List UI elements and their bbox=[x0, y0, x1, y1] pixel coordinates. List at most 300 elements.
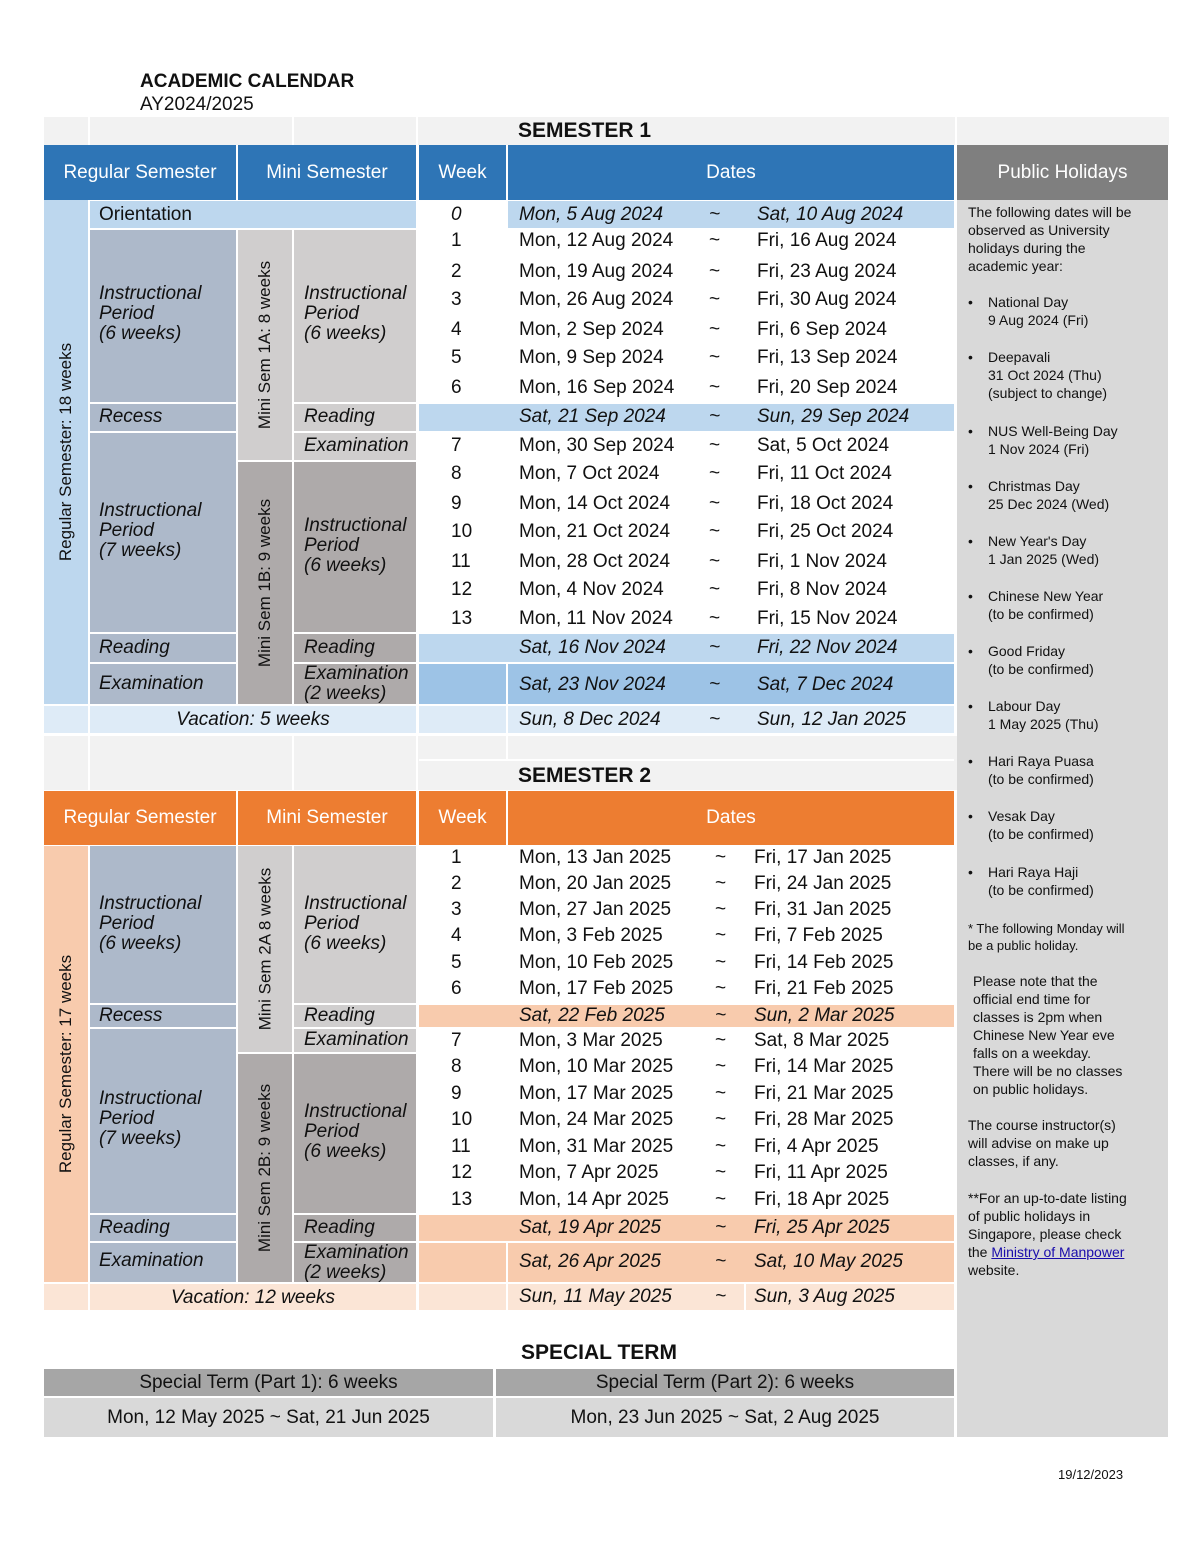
special-term-part1-label: Special Term (Part 1): 6 weeks bbox=[44, 1369, 493, 1396]
sem1-exam-label: Examination bbox=[99, 673, 204, 694]
sem2-title: SEMESTER 2 bbox=[518, 764, 652, 787]
start-date: Mon, 10 Feb 2025 bbox=[519, 952, 674, 973]
start-date: Mon, 7 Oct 2024 bbox=[519, 463, 660, 484]
week-number: 13 bbox=[451, 1189, 473, 1210]
start-date: Mon, 2 Sep 2024 bbox=[519, 319, 664, 340]
end-time-note-line2: official end time for bbox=[973, 991, 1091, 1007]
mom-note bbox=[968, 1189, 1158, 1279]
sem1-mini-b-ip-line1: Instructional bbox=[304, 515, 407, 536]
sem1-exam-cell bbox=[90, 664, 236, 704]
start-date: Mon, 11 Nov 2024 bbox=[519, 608, 673, 629]
sem1-mini-b-reading-label: Reading bbox=[304, 637, 375, 658]
start-date: Sat, 19 Apr 2025 bbox=[519, 1217, 661, 1238]
sem1-ip7-cell bbox=[90, 433, 236, 632]
start-date: Mon, 31 Mar 2025 bbox=[519, 1136, 674, 1157]
holiday-name: New Year's Day bbox=[988, 533, 1087, 549]
bullet-icon: • bbox=[968, 753, 973, 769]
holiday-date: 1 Jan 2025 (Wed) bbox=[988, 551, 1100, 567]
holiday-text bbox=[988, 642, 1094, 678]
holiday-name: Deepavali bbox=[988, 349, 1051, 365]
date-separator: ~ bbox=[709, 347, 721, 368]
week-number: 7 bbox=[451, 1030, 462, 1051]
end-date: Fri, 31 Jan 2025 bbox=[754, 899, 892, 920]
sem1-mini-a-reading-cell bbox=[294, 404, 416, 431]
instructor-note-line1: The course instructor(s) bbox=[968, 1117, 1116, 1133]
sem1-recess-cell bbox=[90, 404, 236, 431]
sem1-ip6-line2: Period bbox=[99, 303, 154, 324]
sem1-mini-a-ip-cell bbox=[294, 230, 416, 402]
sem1-mini-b-exam-line1: Examination bbox=[304, 663, 409, 684]
sem2-mini-a-ip-line2: Period bbox=[304, 913, 359, 934]
start-date: Sat, 22 Feb 2025 bbox=[519, 1005, 665, 1026]
start-date: Mon, 14 Apr 2025 bbox=[519, 1189, 669, 1210]
holiday-text bbox=[988, 863, 1094, 899]
holiday-name: Labour Day bbox=[988, 698, 1061, 714]
mom-note-website: website. bbox=[968, 1262, 1020, 1278]
date-separator: ~ bbox=[715, 1136, 727, 1157]
sem1-mini-b-ip-cell bbox=[294, 462, 416, 632]
week-number: 1 bbox=[451, 230, 462, 251]
date-separator: ~ bbox=[715, 925, 727, 946]
academic-year: AY2024/2025 bbox=[140, 94, 254, 115]
sem1-reading-cell bbox=[90, 634, 236, 662]
holidays-intro bbox=[968, 203, 1158, 275]
mom-note-the: the bbox=[968, 1244, 988, 1260]
sem1-mini-b-exam-line2: (2 weeks) bbox=[304, 683, 387, 704]
sem2-mini-b-exam-line1: Examination bbox=[304, 1242, 409, 1263]
date-separator: ~ bbox=[709, 319, 721, 340]
end-date: Fri, 25 Oct 2024 bbox=[757, 521, 894, 542]
sem2-recess-label: Recess bbox=[99, 1005, 163, 1026]
week-number: 3 bbox=[451, 899, 462, 920]
week-number: 8 bbox=[451, 463, 462, 484]
date-separator: ~ bbox=[709, 637, 721, 658]
sem2-reading-label: Reading bbox=[99, 1217, 170, 1238]
start-date: Mon, 27 Jan 2025 bbox=[519, 899, 672, 920]
holiday-name: Hari Raya Haji bbox=[988, 864, 1079, 880]
special-term-part1-dates: Mon, 12 May 2025 ~ Sat, 21 Jun 2025 bbox=[44, 1398, 493, 1437]
start-date: Sat, 21 Sep 2024 bbox=[519, 406, 666, 427]
sem2-mini-b-exam-line2: (2 weeks) bbox=[304, 1262, 387, 1283]
date-separator: ~ bbox=[715, 1083, 727, 1104]
sem1-ip6-cell bbox=[90, 230, 236, 402]
date-separator: ~ bbox=[709, 608, 721, 629]
sem2-header-mini: Mini Semester bbox=[238, 791, 416, 845]
week-number: 10 bbox=[451, 1109, 473, 1130]
holiday-extra: (subject to change) bbox=[988, 385, 1108, 401]
sem2-top-gap1 bbox=[88, 736, 90, 790]
date-separator: ~ bbox=[709, 261, 721, 282]
sem2-mini-a-reading-cell bbox=[294, 1005, 416, 1027]
holiday-date: (to be confirmed) bbox=[988, 882, 1094, 898]
sem2-mini-a-label-cell bbox=[238, 846, 292, 1052]
holiday-text bbox=[988, 697, 1099, 733]
sem1-orientation-label: Orientation bbox=[99, 204, 192, 225]
date-separator: ~ bbox=[715, 1109, 727, 1130]
start-date: Mon, 17 Feb 2025 bbox=[519, 978, 674, 999]
week-number: 9 bbox=[451, 1083, 462, 1104]
end-date: Fri, 23 Aug 2024 bbox=[757, 261, 897, 282]
sem1-top-gap3 bbox=[416, 117, 418, 145]
week-number: 0 bbox=[451, 204, 462, 225]
sem1-title: SEMESTER 1 bbox=[518, 119, 652, 142]
sem1-mini-b-label-cell bbox=[238, 462, 292, 704]
sem2-top-hline bbox=[419, 759, 954, 761]
holiday-date: 9 Aug 2024 (Fri) bbox=[988, 312, 1089, 328]
start-date: Mon, 30 Sep 2024 bbox=[519, 435, 675, 456]
sem2-ip7-line2: Period bbox=[99, 1108, 154, 1129]
start-date: Mon, 4 Nov 2024 bbox=[519, 579, 664, 600]
special-term-part2-label: Special Term (Part 2): 6 weeks bbox=[496, 1369, 954, 1396]
bullet-icon: • bbox=[968, 349, 973, 365]
holiday-date: 1 May 2025 (Thu) bbox=[988, 716, 1099, 732]
sem2-mini-b-ip-cell bbox=[294, 1054, 416, 1213]
date-separator: ~ bbox=[709, 463, 721, 484]
sem2-mini-a-ip-line1: Instructional bbox=[304, 893, 407, 914]
week-number: 1 bbox=[451, 847, 462, 868]
end-date: Fri, 20 Sep 2024 bbox=[757, 377, 898, 398]
instructor-note bbox=[968, 1116, 1158, 1170]
date-separator: ~ bbox=[715, 847, 727, 868]
sem2-ip7-line3: (7 weeks) bbox=[99, 1128, 182, 1149]
holidays-intro-line2: observed as University bbox=[968, 222, 1110, 238]
holiday-date: 25 Dec 2024 (Wed) bbox=[988, 496, 1110, 512]
end-date: Sat, 10 May 2025 bbox=[754, 1251, 903, 1272]
end-date: Sat, 8 Mar 2025 bbox=[754, 1030, 890, 1051]
date-separator: ~ bbox=[715, 1162, 727, 1183]
end-time-note-line4: Chinese New Year eve bbox=[973, 1027, 1115, 1043]
week-number: 6 bbox=[451, 978, 462, 999]
holiday-name: Christmas Day bbox=[988, 478, 1080, 494]
end-date: Fri, 15 Nov 2024 bbox=[757, 608, 898, 629]
date-separator: ~ bbox=[715, 1251, 727, 1272]
end-date: Fri, 1 Nov 2024 bbox=[757, 551, 887, 572]
start-date: Sat, 16 Nov 2024 bbox=[519, 637, 666, 658]
sem2-vacation-label: Vacation: 12 weeks bbox=[170, 1287, 336, 1308]
start-date: Mon, 21 Oct 2024 bbox=[519, 521, 671, 542]
end-date: Fri, 4 Apr 2025 bbox=[754, 1136, 879, 1157]
bullet-icon: • bbox=[968, 643, 973, 659]
date-separator: ~ bbox=[715, 873, 727, 894]
monday-note bbox=[968, 920, 1158, 954]
bullet-icon: • bbox=[968, 808, 973, 824]
start-date: Sat, 23 Nov 2024 bbox=[519, 674, 666, 695]
end-date: Fri, 14 Feb 2025 bbox=[754, 952, 894, 973]
holiday-name: Vesak Day bbox=[988, 808, 1055, 824]
start-date: Mon, 16 Sep 2024 bbox=[519, 377, 675, 398]
bullet-icon: • bbox=[968, 588, 973, 604]
document-title: ACADEMIC CALENDAR bbox=[140, 71, 355, 92]
sem2-exam-band-divider bbox=[506, 1243, 508, 1282]
week-number: 4 bbox=[451, 925, 462, 946]
end-date: Sat, 10 Aug 2024 bbox=[757, 204, 904, 225]
end-date: Fri, 18 Oct 2024 bbox=[757, 493, 894, 514]
start-date: Mon, 26 Aug 2024 bbox=[519, 289, 674, 310]
holiday-date: (to be confirmed) bbox=[988, 606, 1094, 622]
sem2-ip6-line1: Instructional bbox=[99, 893, 202, 914]
header-public-holidays: Public Holidays bbox=[957, 145, 1168, 200]
end-date: Fri, 17 Jan 2025 bbox=[754, 847, 892, 868]
end-date: Fri, 24 Jan 2025 bbox=[754, 873, 892, 894]
sem2-top-band bbox=[44, 736, 957, 790]
sem1-vacation-band-divider1 bbox=[506, 706, 508, 733]
holidays-intro-line3: holidays during the bbox=[968, 240, 1086, 256]
sem1-ip7-line1: Instructional bbox=[99, 500, 202, 521]
holiday-text bbox=[988, 752, 1094, 788]
sem2-mini-a-ip-cell bbox=[294, 846, 416, 1003]
end-date: Sun, 12 Jan 2025 bbox=[757, 709, 906, 730]
end-date: Fri, 13 Sep 2024 bbox=[757, 347, 898, 368]
sem1-vacation-label: Vacation: 5 weeks bbox=[176, 709, 330, 730]
sem1-orientation-cell bbox=[90, 201, 416, 228]
sem1-mini-a-label-cell bbox=[238, 230, 292, 460]
end-time-note-line5: falls on a weekday. bbox=[973, 1045, 1092, 1061]
start-date: Mon, 7 Apr 2025 bbox=[519, 1162, 659, 1183]
start-date: Mon, 24 Mar 2025 bbox=[519, 1109, 674, 1130]
week-number: 13 bbox=[451, 608, 473, 629]
date-separator: ~ bbox=[715, 1056, 727, 1077]
special-term-title: SPECIAL TERM bbox=[521, 1341, 677, 1364]
sem2-vacation-left-cell bbox=[44, 1284, 88, 1310]
start-date: Mon, 19 Aug 2024 bbox=[519, 261, 674, 282]
sem1-ip7-line2: Period bbox=[99, 520, 154, 541]
week-number: 2 bbox=[451, 873, 462, 894]
date-separator: ~ bbox=[709, 493, 721, 514]
week-number: 6 bbox=[451, 377, 462, 398]
sem1-mini-b-reading-cell bbox=[294, 634, 416, 662]
week-number: 3 bbox=[451, 289, 462, 310]
start-date: Mon, 17 Mar 2025 bbox=[519, 1083, 674, 1104]
holiday-name: Good Friday bbox=[988, 643, 1066, 659]
holiday-date: 1 Nov 2024 (Fri) bbox=[988, 441, 1090, 457]
sem1-recess-label: Recess bbox=[99, 406, 163, 427]
start-date: Mon, 13 Jan 2025 bbox=[519, 847, 672, 868]
date-separator: ~ bbox=[715, 899, 727, 920]
end-date: Fri, 28 Mar 2025 bbox=[754, 1109, 894, 1130]
bullet-icon: • bbox=[968, 533, 973, 549]
start-date: Mon, 28 Oct 2024 bbox=[519, 551, 671, 572]
sem2-mini-b-label-cell bbox=[238, 1054, 292, 1282]
sem2-mini-a-reading-label: Reading bbox=[304, 1005, 375, 1026]
date-separator: ~ bbox=[715, 1189, 727, 1210]
end-date: Fri, 16 Aug 2024 bbox=[757, 230, 897, 251]
sem2-mini-b-label: Mini Sem 2B: 9 weeks bbox=[255, 1083, 274, 1253]
sem2-header-regular: Regular Semester bbox=[44, 791, 236, 845]
sem1-mini-b-ip-line2: Period bbox=[304, 535, 359, 556]
start-date: Sun, 8 Dec 2024 bbox=[519, 709, 661, 730]
holiday-text bbox=[988, 293, 1088, 329]
start-date: Mon, 14 Oct 2024 bbox=[519, 493, 671, 514]
end-date: Fri, 6 Sep 2024 bbox=[757, 319, 887, 340]
sem2-ip6-line2: Period bbox=[99, 913, 154, 934]
date-separator: ~ bbox=[709, 377, 721, 398]
sem1-mini-a-ip-line2: Period bbox=[304, 303, 359, 324]
sem1-mini-a-ip-line3: (6 weeks) bbox=[304, 323, 387, 344]
end-time-note-line1: Please note that the bbox=[973, 973, 1098, 989]
sem2-ip7-cell bbox=[90, 1029, 236, 1213]
sem2-exam-cell bbox=[90, 1243, 236, 1282]
week-number: 10 bbox=[451, 521, 473, 542]
sem1-vacation-left-cell bbox=[44, 706, 88, 733]
week-number: 12 bbox=[451, 1162, 473, 1183]
sem1-ip6-line1: Instructional bbox=[99, 283, 202, 304]
sem2-header-week: Week bbox=[419, 791, 506, 845]
week-number: 8 bbox=[451, 1056, 462, 1077]
week-number: 4 bbox=[451, 319, 462, 340]
holiday-date: (to be confirmed) bbox=[988, 771, 1094, 787]
end-date: Sat, 7 Dec 2024 bbox=[757, 674, 894, 695]
week-number: 2 bbox=[451, 261, 462, 282]
date-separator: ~ bbox=[709, 289, 721, 310]
sem2-regular-label: Regular Semester: 17 weeks bbox=[56, 954, 75, 1174]
end-date: Fri, 21 Mar 2025 bbox=[754, 1083, 894, 1104]
sem1-header-week: Week bbox=[419, 145, 506, 200]
date-separator: ~ bbox=[709, 406, 721, 427]
holiday-text bbox=[988, 587, 1103, 623]
sem1-exam-band-divider bbox=[506, 664, 508, 704]
holidays-intro-line1: The following dates will be bbox=[968, 204, 1132, 220]
end-date: Fri, 11 Apr 2025 bbox=[754, 1162, 888, 1183]
date-separator: ~ bbox=[715, 1030, 727, 1051]
holiday-text bbox=[988, 477, 1109, 513]
sem2-top-gap2 bbox=[292, 736, 294, 790]
end-date: Fri, 21 Feb 2025 bbox=[754, 978, 894, 999]
sem1-top-gap2 bbox=[292, 117, 294, 145]
mom-note-line3: Singapore, please check bbox=[968, 1226, 1122, 1242]
date-separator: ~ bbox=[709, 579, 721, 600]
end-date: Fri, 30 Aug 2024 bbox=[757, 289, 897, 310]
end-date: Fri, 22 Nov 2024 bbox=[757, 637, 898, 658]
sem1-mini-b-ip-line3: (6 weeks) bbox=[304, 555, 387, 576]
holiday-date: (to be confirmed) bbox=[988, 826, 1094, 842]
sem2-ip7-line1: Instructional bbox=[99, 1088, 202, 1109]
date-separator: ~ bbox=[715, 1217, 727, 1238]
sem2-recess-cell bbox=[90, 1005, 236, 1027]
sem2-mini-b-ip-line1: Instructional bbox=[304, 1101, 407, 1122]
sem2-mini-a-exam-cell bbox=[294, 1029, 416, 1052]
sem2-vacation-band-divider2 bbox=[744, 1284, 746, 1310]
instructor-note-line2: will advise on make up bbox=[968, 1135, 1109, 1151]
sem2-mini-b-ip-line3: (6 weeks) bbox=[304, 1141, 387, 1162]
sem2-vacation-cell bbox=[90, 1284, 416, 1310]
mom-note-line4 bbox=[968, 1243, 1158, 1261]
end-date: Sun, 29 Sep 2024 bbox=[757, 406, 910, 427]
bullet-icon: • bbox=[968, 294, 973, 310]
sem1-top-gap1 bbox=[88, 117, 90, 145]
end-date: Fri, 7 Feb 2025 bbox=[754, 925, 883, 946]
start-date: Mon, 3 Mar 2025 bbox=[519, 1030, 663, 1051]
special-term-part2-dates: Mon, 23 Jun 2025 ~ Sat, 2 Aug 2025 bbox=[496, 1398, 954, 1437]
sem1-mini-b-exam-cell bbox=[294, 664, 416, 704]
sem2-top-gap4 bbox=[506, 736, 508, 760]
date-separator: ~ bbox=[709, 521, 721, 542]
holiday-name: National Day bbox=[988, 294, 1069, 310]
date-separator: ~ bbox=[709, 674, 721, 695]
monday-note-line1: * The following Monday will bbox=[968, 921, 1125, 936]
holiday-name: Chinese New Year bbox=[988, 588, 1104, 604]
bullet-icon: • bbox=[968, 864, 973, 880]
sem2-header-dates: Dates bbox=[508, 791, 954, 845]
bullet-icon: • bbox=[968, 423, 973, 439]
week-number: 5 bbox=[451, 952, 462, 973]
start-date: Mon, 3 Feb 2025 bbox=[519, 925, 663, 946]
sem1-mini-b-label: Mini Sem 1B: 9 weeks bbox=[255, 498, 274, 668]
start-date: Mon, 20 Jan 2025 bbox=[519, 873, 672, 894]
end-time-note-line7: on public holidays. bbox=[973, 1081, 1089, 1097]
start-date: Mon, 10 Mar 2025 bbox=[519, 1056, 674, 1077]
sem1-regular-label: Regular Semester: 18 weeks bbox=[56, 342, 75, 562]
date-separator: ~ bbox=[709, 230, 721, 251]
mom-note-line1: **For an up-to-date listing bbox=[968, 1190, 1127, 1206]
date-separator: ~ bbox=[715, 952, 727, 973]
date-separator: ~ bbox=[715, 978, 727, 999]
sem2-vacation-band-divider1 bbox=[506, 1284, 508, 1310]
start-date: Mon, 5 Aug 2024 bbox=[519, 204, 664, 225]
end-date: Fri, 8 Nov 2024 bbox=[757, 579, 887, 600]
instructor-note-line3: classes, if any. bbox=[968, 1153, 1059, 1169]
end-date: Sun, 2 Mar 2025 bbox=[754, 1005, 895, 1026]
mom-note-line2: of public holidays in bbox=[968, 1208, 1091, 1224]
sem1-header-dates: Dates bbox=[508, 145, 954, 200]
holiday-name: Hari Raya Puasa bbox=[988, 753, 1094, 769]
end-date: Sun, 3 Aug 2025 bbox=[754, 1286, 895, 1307]
sem2-regular-label-cell bbox=[44, 846, 88, 1282]
sem2-top-gap3 bbox=[416, 736, 418, 790]
start-date: Sat, 26 Apr 2025 bbox=[519, 1251, 661, 1272]
sem2-mini-b-reading-label: Reading bbox=[304, 1217, 375, 1238]
sem2-exam-label: Examination bbox=[99, 1250, 204, 1271]
end-date: Fri, 11 Oct 2024 bbox=[757, 463, 892, 484]
sem1-vacation-cell bbox=[90, 706, 416, 733]
sem1-top-gap4 bbox=[955, 117, 957, 145]
sem2-ip6-cell bbox=[90, 846, 236, 1003]
holiday-text bbox=[988, 348, 1107, 402]
holiday-text bbox=[988, 532, 1099, 568]
sem2-mini-a-exam-label: Examination bbox=[304, 1029, 409, 1050]
week-number: 11 bbox=[451, 551, 471, 572]
date-separator: ~ bbox=[709, 204, 721, 225]
end-time-note-line6: There will be no classes bbox=[973, 1063, 1123, 1079]
week-number: 9 bbox=[451, 493, 462, 514]
start-date: Sun, 11 May 2025 bbox=[519, 1286, 672, 1307]
week-number: 7 bbox=[451, 435, 462, 456]
date-separator: ~ bbox=[715, 1005, 727, 1026]
sem1-ip6-line3: (6 weeks) bbox=[99, 323, 182, 344]
holiday-text bbox=[988, 422, 1118, 458]
bullet-icon: • bbox=[968, 698, 973, 714]
sem2-reading-cell bbox=[90, 1215, 236, 1241]
holiday-date: (to be confirmed) bbox=[988, 661, 1094, 677]
sem1-mini-a-exam-label: Examination bbox=[304, 435, 409, 456]
start-date: Mon, 9 Sep 2024 bbox=[519, 347, 664, 368]
sem1-mini-a-reading-label: Reading bbox=[304, 406, 375, 427]
start-date: Mon, 12 Aug 2024 bbox=[519, 230, 674, 251]
sem1-ip7-line3: (7 weeks) bbox=[99, 540, 182, 561]
end-time-note bbox=[973, 972, 1163, 1098]
week-number: 12 bbox=[451, 579, 473, 600]
date-separator: ~ bbox=[709, 709, 721, 730]
date-separator: ~ bbox=[709, 435, 721, 456]
end-time-note-line3: classes is 2pm when bbox=[973, 1009, 1103, 1025]
ministry-of-manpower-link[interactable]: Ministry of Manpower bbox=[991, 1244, 1125, 1260]
end-date: Fri, 25 Apr 2025 bbox=[754, 1217, 890, 1238]
sem2-mini-a-ip-line3: (6 weeks) bbox=[304, 933, 387, 954]
date-stamp: 19/12/2023 bbox=[1058, 1467, 1124, 1482]
sem1-header-mini: Mini Semester bbox=[238, 145, 416, 200]
holiday-name: NUS Well-Being Day bbox=[988, 423, 1118, 439]
end-date: Fri, 18 Apr 2025 bbox=[754, 1189, 890, 1210]
sem2-mini-b-reading-cell bbox=[294, 1215, 416, 1241]
